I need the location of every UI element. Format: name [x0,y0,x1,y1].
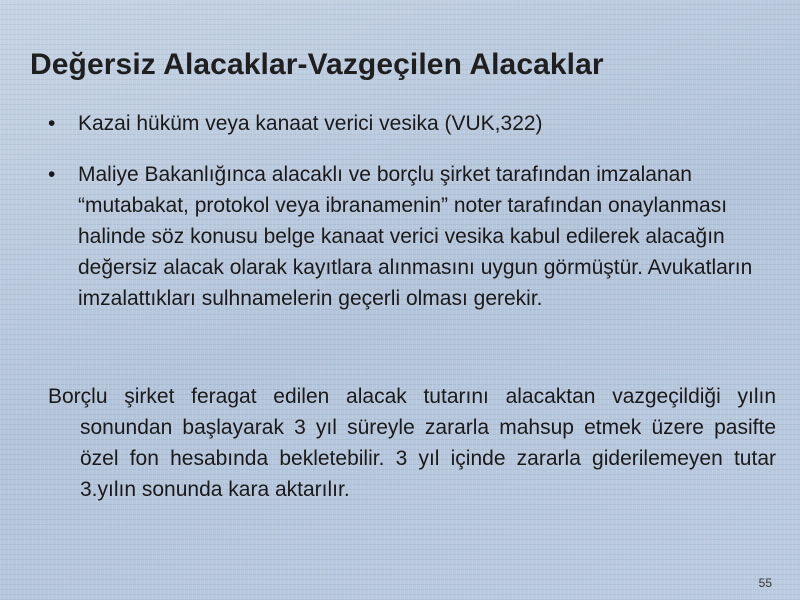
page-number: 55 [758,576,772,590]
bullet-list [48,108,760,334]
bullet-item [48,108,760,139]
slide-title: Değersiz Alacaklar-Vazgeçilen Alacaklar [30,48,604,81]
bullet-text: Maliye Bakanlığınca alacaklı ve borçlu şirket tarafından imzalanan “mutabakat, protokol veya ibranamenin” noter tarafından onaylanması halinde söz konusu belge kanaat verici vesika kabul edilerek alacağın değersiz alacak olarak kayıtlara alınmasını uygun görmüştür. Avukatların imzalattıkları sulhnamelerin geçerli olması gerekir. [78,163,753,310]
bullet-dot-icon: • [48,112,56,135]
bullet-item [48,159,760,314]
bullet-dot-icon: • [48,163,56,186]
body-paragraph: Borçlu şirket feragat edilen alacak tutarını alacaktan vazgeçildiği yılın sonundan başlayarak 3 yıl süreyle zararla mahsup etmek üzere pasifte özel fon hesabında bekletebilir. 3 yıl içinde zararla giderilemeyen tutar 3.yılın sonunda kara aktarılır. [48,385,776,501]
bullet-text: Kazai hüküm veya kanaat verici vesika (VUK,322) [78,112,543,135]
